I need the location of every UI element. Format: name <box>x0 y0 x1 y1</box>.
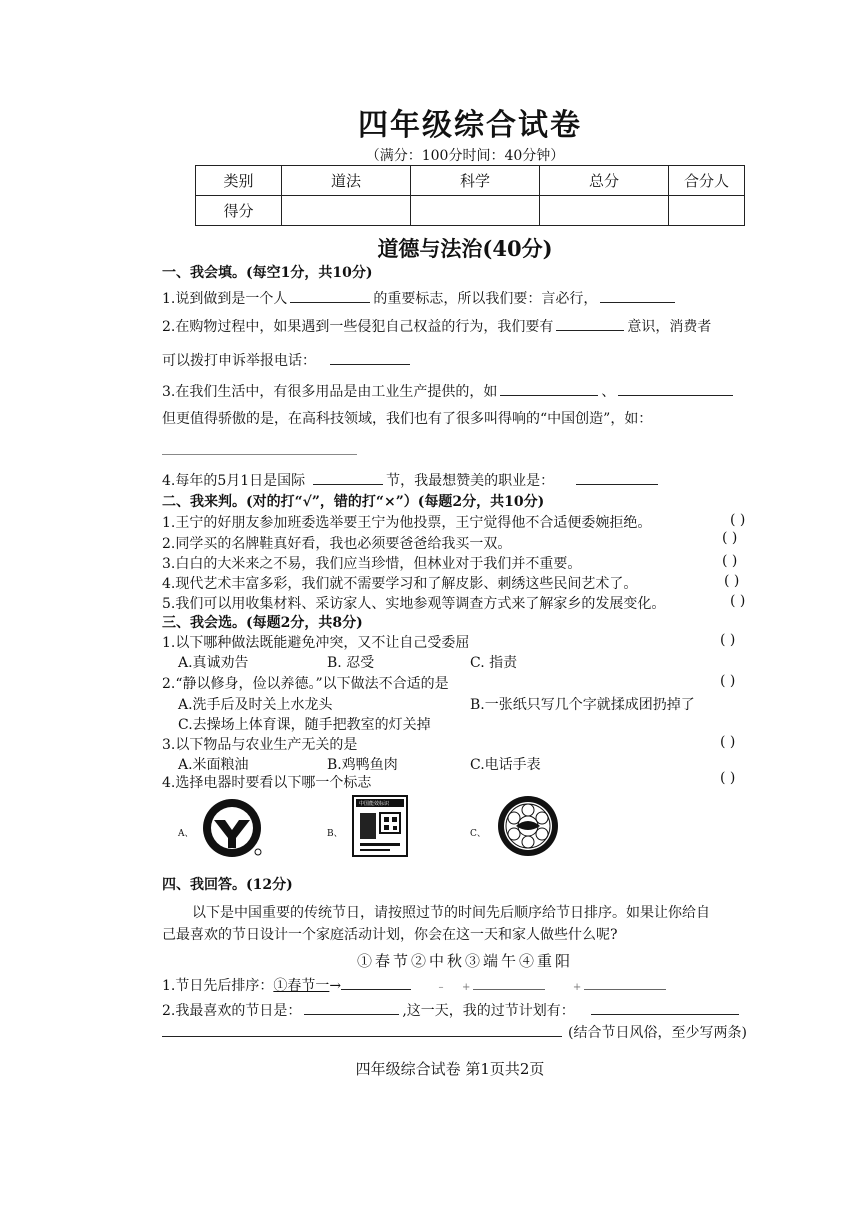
choice-answer-2[interactable]: ( ) <box>720 673 736 689</box>
table-header-total: 总分 <box>540 166 669 196</box>
choice-q1-option-b[interactable]: B. 忍受 <box>327 655 375 671</box>
q3-blank-3[interactable] <box>162 454 357 455</box>
part1-heading: 一、我会填。(每空1分，共10分) <box>162 265 373 281</box>
q1-blank-1[interactable] <box>290 288 370 303</box>
part1-q2-cont <box>162 350 413 370</box>
choice-q1: 1.以下哪种做法既能避免冲突，又不让自己受委屈 <box>162 635 470 651</box>
section-title: 道德与法治(40分) <box>377 236 553 261</box>
part4-intro-line1: 以下是中国重要的传统节日，请按照过节的时间先后顺序给节日排序。如果让你给自 <box>192 905 710 921</box>
festival-list: ①春节②中秋③端午④重阳 <box>356 952 573 970</box>
dash-icon: – <box>438 982 444 993</box>
judge-item-1: 1.王宁的好朋友参加班委选举要王宁为他投票，王宁觉得他不合适便委婉拒绝。 <box>162 515 652 531</box>
ccc-certification-logo-icon[interactable] <box>200 796 268 864</box>
plan-blank-1[interactable] <box>591 1000 739 1015</box>
q4-blank-2[interactable] <box>576 470 658 485</box>
choice-q2-option-a[interactable]: A.洗手后及时关上水龙头 <box>178 697 333 713</box>
choice-q1-option-a[interactable]: A.真诚劝告 <box>178 655 249 671</box>
judge-item-3: 3.白白的大米来之不易，我们应当珍惜，但林业对于我们并不重要。 <box>162 556 582 572</box>
page-footer: 四年级综合试卷 第1页共2页 <box>355 1060 545 1078</box>
q2-text-a: 2.在购物过程中，如果遇到一些侵犯自己权益的行为，我们要有 <box>162 319 554 335</box>
choice-q3-option-b[interactable]: B.鸡鸭鱼肉 <box>327 757 398 773</box>
q4-text-b: 节，我最想赞美的职业是： <box>386 473 555 489</box>
judge-item-2: 2.同学买的名牌鞋真好看，我也必须要爸爸给我买一双。 <box>162 536 512 552</box>
q1-blank-2[interactable] <box>600 288 675 303</box>
choice-q3-option-c[interactable]: C.电话手表 <box>470 757 541 773</box>
sort-blank-3[interactable] <box>584 975 666 990</box>
arrow-icon: → <box>329 978 342 994</box>
judge-answer-5[interactable]: ( ) <box>730 593 746 609</box>
q3-blank-1[interactable] <box>500 381 598 396</box>
part4-q1 <box>162 975 669 995</box>
q3-blank-2[interactable] <box>618 381 733 396</box>
q4-text-a: 4.每年的5月1日是国际 <box>162 473 306 489</box>
choice-q2-option-c[interactable]: C.去操场上体育课，随手把教室的灯关掉 <box>178 717 431 733</box>
environmental-label-logo-icon[interactable] <box>496 794 560 862</box>
judge-answer-1[interactable]: ( ) <box>730 512 746 528</box>
score-cell-total[interactable] <box>540 196 669 226</box>
q2-blank-1[interactable] <box>556 316 624 331</box>
q2-plan-label: ,这一天，我的过节计划有： <box>402 1003 575 1019</box>
judge-answer-3[interactable]: ( ) <box>722 553 738 569</box>
logo-a-label: A、 <box>178 829 194 839</box>
choice-q2: 2.“静以修身，俭以养德。”以下做法不合适的是 <box>162 676 449 692</box>
q2-text-c: 可以拨打申诉举报电话： <box>162 353 316 369</box>
choice-q4: 4.选择电器时要看以下哪一个标志 <box>162 775 372 791</box>
sort-blank-2[interactable] <box>473 975 545 990</box>
favorite-festival-blank[interactable] <box>304 1000 399 1015</box>
q4-blank-1[interactable] <box>313 470 383 485</box>
part3-heading: 三、我会选。(每题2分，共8分) <box>162 615 363 631</box>
q1-sort-label: 1.节日先后排序： <box>162 978 274 994</box>
part2-heading: 二、我来判。(对的打“√”，错的打“×”）(每题2分，共10分) <box>162 494 545 510</box>
plus-icon: + <box>462 982 471 993</box>
choice-q3-option-a[interactable]: A.米面粮油 <box>178 757 249 773</box>
part1-q3-cont: 但更值得骄傲的是，在高科技领域，我们也有了很多叫得响的“中国创造”，如： <box>162 411 653 427</box>
part4-q2 <box>162 1000 742 1020</box>
choice-answer-4[interactable]: ( ) <box>720 770 736 786</box>
exam-title: 四年级综合试卷 <box>358 108 582 143</box>
judge-item-4: 4.现代艺术丰富多彩，我们就不需要学习和了解皮影、刺绣这些民间艺术了。 <box>162 576 638 592</box>
table-header-morality: 道法 <box>282 166 411 196</box>
judge-answer-2[interactable]: ( ) <box>722 530 738 546</box>
score-cell-morality[interactable] <box>282 196 411 226</box>
table-header-scorer: 合分人 <box>669 166 745 196</box>
choice-q1-option-c[interactable]: C. 指责 <box>470 655 518 671</box>
part4-intro-line2: 己最喜欢的节日设计一个家庭活动计划，你会在这一天和家人做些什么呢? <box>162 927 618 943</box>
q1-sort-start: ①春节一 <box>273 978 330 994</box>
table-header-category: 类别 <box>196 166 282 196</box>
judge-answer-4[interactable]: ( ) <box>724 573 740 589</box>
logo-c-label: C、 <box>470 829 486 839</box>
part1-q1 <box>162 288 678 308</box>
exam-subtitle: （满分：100分时间：40分钟） <box>365 148 565 164</box>
choice-q2-option-b[interactable]: B.一张纸只写几个字就揉成团扔掉了 <box>470 697 695 713</box>
plus-icon: + <box>572 982 582 993</box>
plan-blank-2[interactable] <box>162 1036 562 1037</box>
energy-label-text: 中国能效标识 <box>359 801 390 807</box>
choice-q3: 3.以下物品与农业生产无关的是 <box>162 737 358 753</box>
sort-blank-1[interactable] <box>341 975 411 990</box>
table-header-science: 科学 <box>411 166 540 196</box>
score-cell-scorer[interactable] <box>669 196 745 226</box>
logo-b-label: B、 <box>327 829 343 839</box>
score-table-score-row <box>196 196 745 226</box>
part4-heading: 四、我回答。(12分) <box>162 877 293 893</box>
q2-note: (结合节日风俗，至少写两条) <box>568 1025 747 1041</box>
part1-q2 <box>162 316 711 336</box>
score-table-header-row <box>196 166 745 196</box>
choice-answer-1[interactable]: ( ) <box>720 632 736 648</box>
q2-blank-2[interactable] <box>330 350 410 365</box>
q1-text-b: 的重要标志，所以我们要：言必行， <box>373 291 598 307</box>
q1-text-a: 1.说到做到是一个人 <box>162 291 288 307</box>
part1-q3 <box>162 381 736 401</box>
q3-text-b: 、 <box>601 384 616 400</box>
score-table <box>195 165 745 226</box>
q2-fav-label: 2.我最喜欢的节日是： <box>162 1003 302 1019</box>
choice-answer-3[interactable]: ( ) <box>720 734 736 750</box>
table-row-label-score: 得分 <box>196 196 282 226</box>
part1-q4 <box>162 470 661 490</box>
score-cell-science[interactable] <box>411 196 540 226</box>
q2-text-b: 意识，消费者 <box>627 319 712 335</box>
judge-item-5: 5.我们可以用收集材料、采访家人、实地参观等调查方式来了解家乡的发展变化。 <box>162 596 666 612</box>
q3-text-a: 3.在我们生活中，有很多用品是由工业生产提供的，如 <box>162 384 498 400</box>
